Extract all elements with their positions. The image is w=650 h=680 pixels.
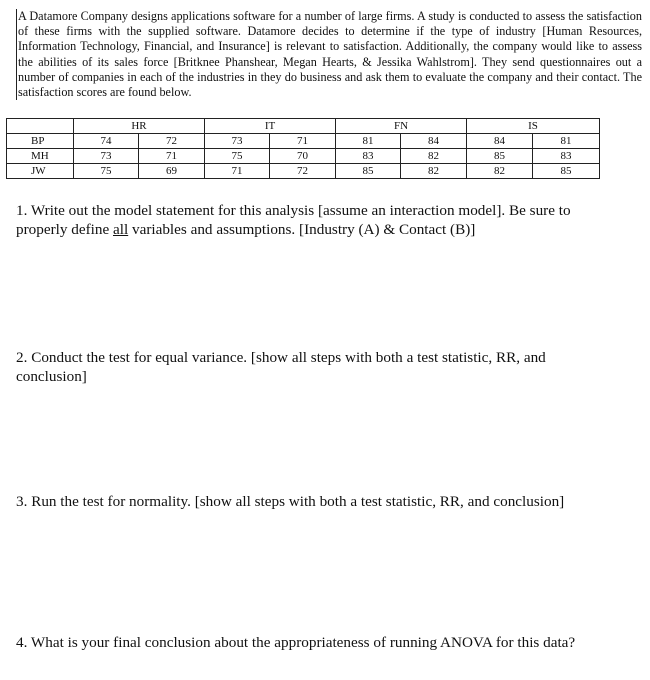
score-cell: 84 <box>467 134 533 149</box>
score-cell: 83 <box>336 149 401 164</box>
score-cell: 82 <box>401 164 467 179</box>
corner-cell <box>7 119 74 134</box>
score-cell: 73 <box>74 149 139 164</box>
table-row <box>7 134 600 149</box>
contact-label: MH <box>7 149 74 164</box>
score-cell: 72 <box>139 134 205 149</box>
table-row <box>7 149 600 164</box>
question-3: 3. Run the test for normality. [show all steps with both a test statistic, RR, and conclusion] <box>16 493 565 510</box>
table-row <box>7 164 600 179</box>
score-cell: 69 <box>139 164 205 179</box>
question-1-underlined-word: all <box>113 221 129 238</box>
question-1 <box>16 201 616 239</box>
score-cell: 81 <box>533 134 600 149</box>
score-cell: 82 <box>401 149 467 164</box>
question-4: 4. What is your final conclusion about the appropriateness of running ANOVA for this data? <box>16 634 576 651</box>
industry-header: HR <box>74 119 205 134</box>
score-cell: 81 <box>336 134 401 149</box>
score-cell: 75 <box>74 164 139 179</box>
score-cell: 71 <box>205 164 270 179</box>
score-cell: 71 <box>270 134 336 149</box>
question-2: 2. Conduct the test for equal variance. [show all steps with both a test statistic, RR, and conclusion] <box>16 349 546 385</box>
score-cell: 83 <box>533 149 600 164</box>
industry-header: IS <box>467 119 600 134</box>
score-cell: 72 <box>270 164 336 179</box>
satisfaction-scores-table <box>6 118 600 179</box>
score-cell: 70 <box>270 149 336 164</box>
score-cell: 71 <box>139 149 205 164</box>
industry-header: FN <box>336 119 467 134</box>
score-cell: 85 <box>336 164 401 179</box>
score-cell: 85 <box>467 149 533 164</box>
score-cell: 73 <box>205 134 270 149</box>
score-cell: 85 <box>533 164 600 179</box>
score-cell: 84 <box>401 134 467 149</box>
score-cell: 75 <box>205 149 270 164</box>
table-header-row <box>7 119 600 134</box>
score-cell: 74 <box>74 134 139 149</box>
question-1-text-a: 1. Write out the model statement for this analysis [assume an interaction model]. Be sure to properly define <box>16 202 571 238</box>
contact-label: JW <box>7 164 74 179</box>
industry-header: IT <box>205 119 336 134</box>
problem-introduction: A Datamore Company designs applications software for a number of large firms. A study is conducted to assess the satisfaction of these firms with the supplied software. Datamore decides to determine if the type of industry [Human Resources, Information Technology, Financial, and Insurance] is relevant to satisfaction. Additionally, the company would like to assess the abilities of its sales force [Britknee Phanshear, Megan Hearts, & Jessika Wahlstrom]. They send questionnaires out a number of companies in each of the industries in they do business and ask them to evaluate the company and their contact. The satisfaction scores are found below. <box>18 9 642 100</box>
contact-label: BP <box>7 134 74 149</box>
score-cell: 82 <box>467 164 533 179</box>
question-1-text-b: variables and assumptions. [Industry (A) & Contact (B)] <box>128 221 476 238</box>
